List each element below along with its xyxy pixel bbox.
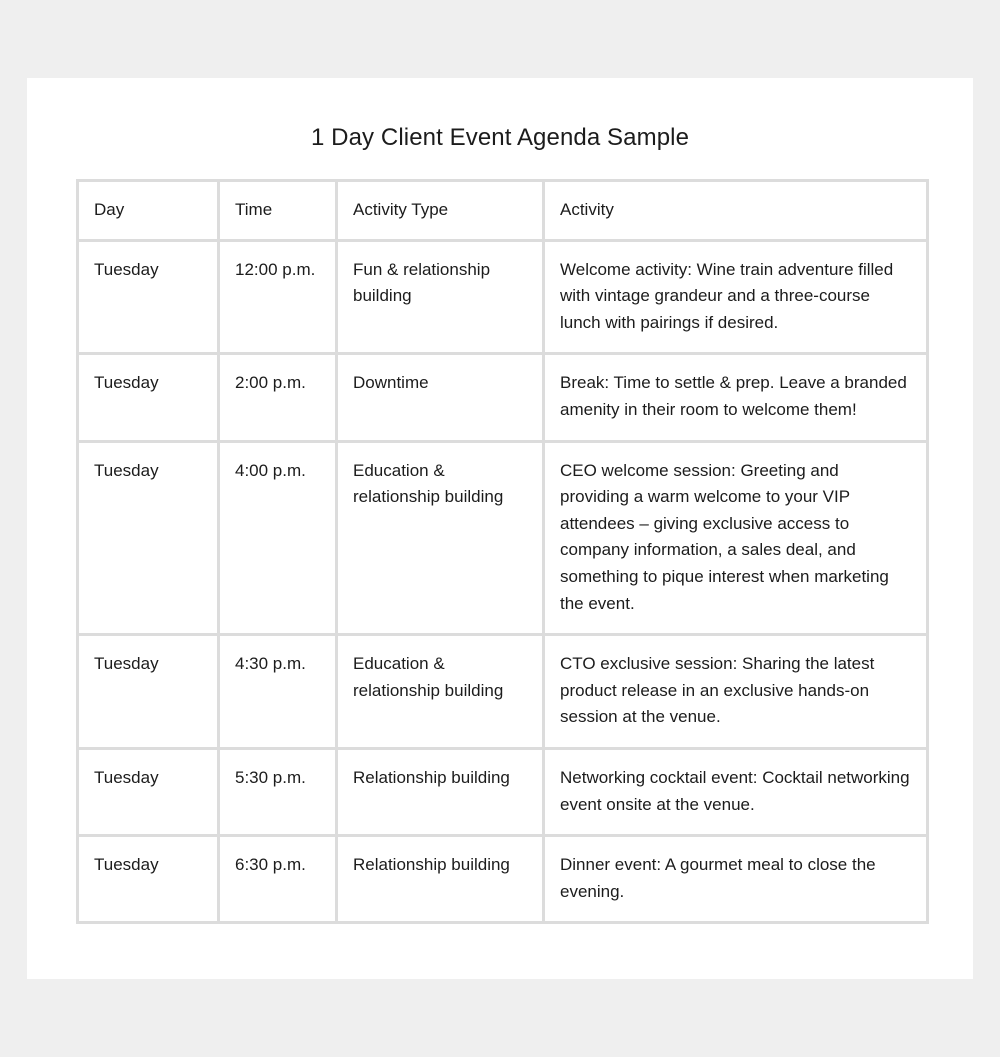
cell-activity: Welcome activity: Wine train adventure filled with vintage grandeur and a three-course lunch with pairings if desired. [544,240,928,354]
agenda-table [76,179,929,924]
cell-activity-type: Education & relationship building [337,635,544,749]
cell-day: Tuesday [78,441,219,635]
table-row [78,836,928,923]
cell-activity-type: Downtime [337,354,544,441]
table-row [78,354,928,441]
cell-activity-type: Relationship building [337,836,544,923]
cell-activity-type: Relationship building [337,748,544,835]
cell-time: 5:30 p.m. [219,748,337,835]
cell-activity: Dinner event: A gourmet meal to close the evening. [544,836,928,923]
cell-day: Tuesday [78,748,219,835]
cell-activity: Break: Time to settle & prep. Leave a branded amenity in their room to welcome them! [544,354,928,441]
cell-activity: CTO exclusive session: Sharing the latest product release in an exclusive hands-on session at the venue. [544,635,928,749]
cell-activity-type: Fun & relationship building [337,240,544,354]
cell-activity: Networking cocktail event: Cocktail networking event onsite at the venue. [544,748,928,835]
cell-time: 4:00 p.m. [219,441,337,635]
cell-time: 2:00 p.m. [219,354,337,441]
table-header-row [78,181,928,241]
cell-time: 12:00 p.m. [219,240,337,354]
column-header-activity: Activity [544,181,928,241]
column-header-time: Time [219,181,337,241]
cell-activity-type: Education & relationship building [337,441,544,635]
column-header-day: Day [78,181,219,241]
cell-time: 6:30 p.m. [219,836,337,923]
cell-day: Tuesday [78,240,219,354]
table-row [78,635,928,749]
table-row [78,240,928,354]
cell-day: Tuesday [78,354,219,441]
column-header-activity-type: Activity Type [337,181,544,241]
cell-day: Tuesday [78,635,219,749]
cell-activity: CEO welcome session: Greeting and providing a warm welcome to your VIP attendees – giving exclusive access to company information, a sales deal, and something to pique interest when marketing the event. [544,441,928,635]
table-row [78,748,928,835]
cell-day: Tuesday [78,836,219,923]
page-title: 1 Day Client Event Agenda Sample [310,124,690,151]
cell-time: 4:30 p.m. [219,635,337,749]
table-row [78,441,928,635]
